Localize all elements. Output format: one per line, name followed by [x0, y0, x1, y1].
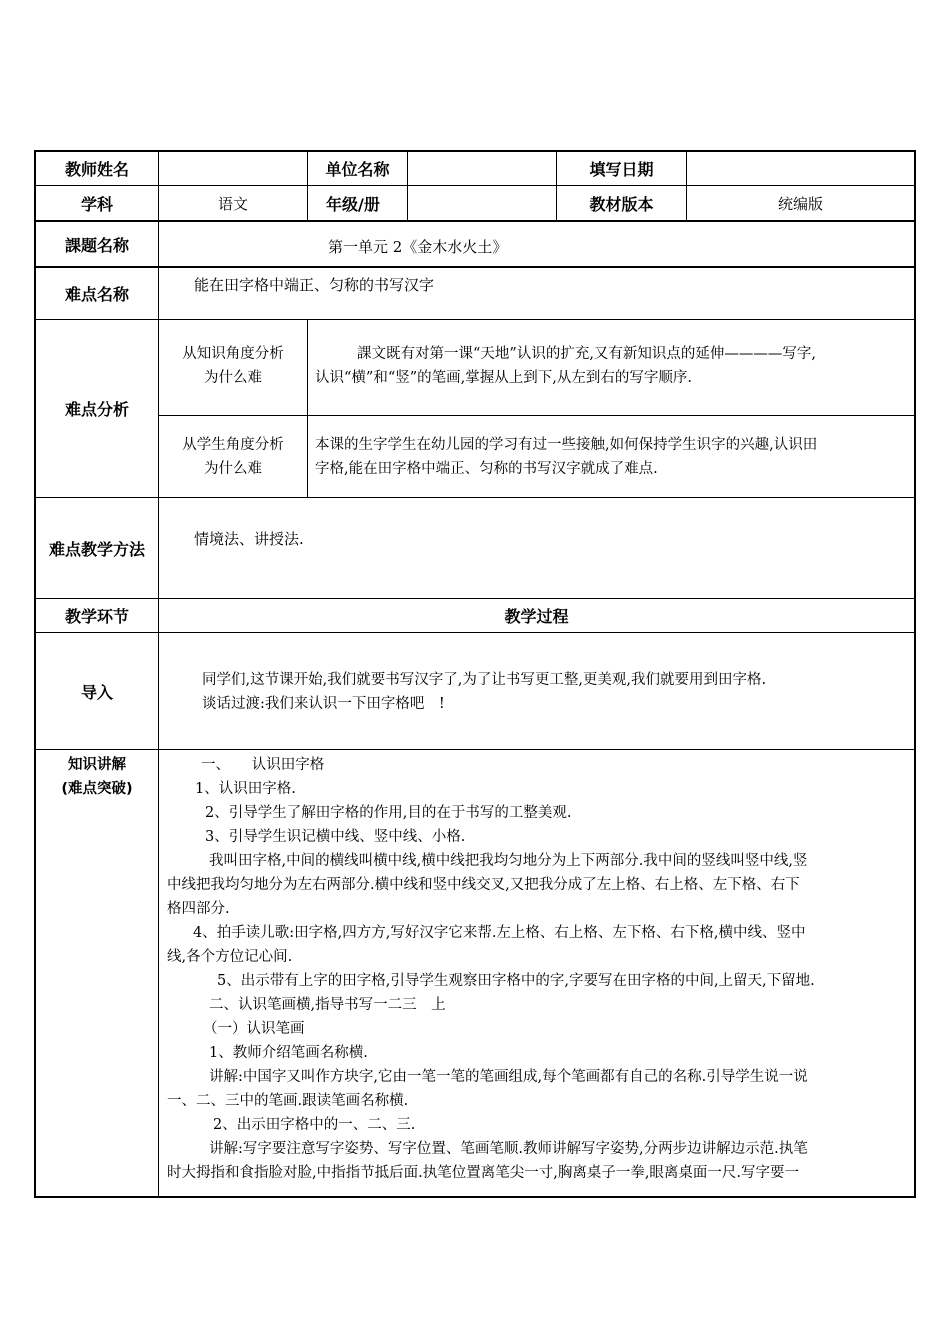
knowledge-angle-label-line: 从知识角度分析 [182, 346, 284, 362]
knowledge-line: 时大拇指和食指脸对脸,中指指节抵后面.执笔位置离笔尖一寸,胸离桌子一拳,眼离桌面一尺.写字要一 [167, 1165, 800, 1181]
subject-label: 学科 [80, 194, 113, 214]
knowledge-line: 2、引导学生了解田字格的作用,目的在于书写的工整美观. [205, 805, 572, 821]
edition-value[interactable]: 统编版 [777, 194, 823, 213]
knowledge-line: 1、教师介绍笔画名称横. [209, 1045, 368, 1061]
knowledge-line: 我叫田字格,中间的横线叫横中线,横中线把我均匀地分为上下两部分.我中间的竖线叫竖中线,竖 [209, 853, 808, 869]
date-value[interactable] [687, 152, 914, 185]
knowledge-line: 4、拍手读儿歌:田字格,四方方,写好汉字它来帮.左上格、右上格、左下格、右下格,横中线、竖中 [193, 925, 806, 941]
unit-value[interactable] [408, 152, 556, 185]
knowledge-line: 一、二、三中的笔画.跟读笔画名称横. [167, 1093, 409, 1109]
grade-label: 年级/册 [326, 194, 380, 214]
student-angle-text-line: 字格,能在田字格中端正、匀称的书写汉字就成了难点. [315, 461, 658, 477]
student-angle-label-line: 从学生角度分析 [182, 437, 284, 453]
knowledge-line: 中线把我均匀地分为左右两部分.横中线和竖中线交叉,又把我分成了左上格、右上格、左下格、右下 [167, 877, 800, 893]
row-divider [36, 632, 914, 633]
difficulty-label: 难点名称 [64, 285, 129, 304]
grade-value[interactable] [408, 186, 556, 220]
teacher-name-label: 教师姓名 [64, 160, 129, 179]
knowledge-line: 1、认识田字格. [195, 781, 296, 797]
intro-text[interactable] [202, 668, 912, 716]
student-angle-text[interactable] [315, 433, 911, 481]
knowledge-label [36, 753, 158, 801]
knowledge-angle-text-line: 課文既有对第一课“天地”认识的扩充,又有新知识点的延伸————写字, [357, 346, 817, 362]
column-divider [158, 152, 159, 1198]
knowledge-angle-label [159, 342, 307, 390]
row-divider [158, 415, 914, 416]
intro-label: 导入 [80, 682, 113, 702]
student-angle-text-line: 本课的生字学生在幼儿园的学习有过一些接触,如何保持学生识字的兴趣,认识田 [315, 437, 818, 453]
unit-label: 单位名称 [325, 160, 390, 179]
knowledge-line: 讲解:写字要注意写字姿势、写字位置、笔画笔顺.教师讲解写字姿势,分两步边讲解边示范.执笔 [209, 1141, 808, 1157]
knowledge-line: 讲解:中国字又叫作方块字,它由一笔一笔的笔画组成,每个笔画都有自己的名称.引导学生说一说 [209, 1069, 808, 1085]
knowledge-label-line: (难点突破) [61, 781, 133, 797]
knowledge-line: 格四部分. [167, 901, 230, 917]
lesson-plan-table [34, 150, 916, 1198]
knowledge-angle-text[interactable] [315, 342, 911, 390]
subject-value[interactable]: 语文 [217, 194, 248, 213]
analysis-label: 难点分析 [64, 400, 129, 419]
knowledge-label-line: 知识讲解 [68, 757, 126, 773]
student-angle-label-line: 为什么难 [204, 461, 262, 477]
edition-label: 教材版本 [589, 194, 654, 214]
topic-value[interactable]: 第一单元 2《金木水火土》 [328, 238, 508, 256]
difficulty-value[interactable]: 能在田字格中端正、匀称的书写汉字 [194, 276, 435, 294]
knowledge-line: 二、认识笔画横,指导书写一二三 上 [209, 997, 446, 1013]
knowledge-line: 3、引导学生识记横中线、竖中线、小格. [205, 829, 466, 845]
process-header: 教学过程 [504, 607, 569, 626]
intro-line: 谈话过渡:我们来认识一下田字格吧 ! [202, 696, 445, 712]
topic-label: 課题名称 [64, 235, 129, 255]
knowledge-line: 线,各个方位记心间. [167, 949, 293, 965]
knowledge-line: 5、出示带有上字的田字格,引导学生观察田字格中的字,字要写在田字格的中间,上留天,下留地. [217, 973, 815, 989]
knowledge-line: 2、出示田字格中的一、二、三. [213, 1117, 416, 1133]
student-angle-label [159, 433, 307, 481]
knowledge-angle-label-line: 为什么难 [204, 370, 262, 386]
method-value[interactable]: 情境法、讲授法. [194, 530, 304, 548]
knowledge-line: （一）认识笔画 [203, 1021, 305, 1037]
section-header: 教学环节 [64, 607, 129, 626]
row-divider [36, 749, 914, 750]
row-divider [36, 319, 914, 320]
knowledge-angle-text-line: 认识“横”和“竖”的笔画,掌握从上到下,从左到右的写字顺序. [315, 370, 692, 386]
knowledge-line: 一、 认识田字格 [201, 757, 325, 773]
date-label: 填写日期 [589, 160, 654, 179]
knowledge-text[interactable] [167, 753, 912, 1185]
method-label: 难点教学方法 [48, 539, 145, 559]
intro-line: 同学们,这节课开始,我们就要书写汉字了,为了让书写更工整,更美观,我们就要用到田字格. [202, 672, 767, 688]
column-divider [307, 319, 308, 497]
teacher-name-value[interactable] [159, 152, 307, 185]
